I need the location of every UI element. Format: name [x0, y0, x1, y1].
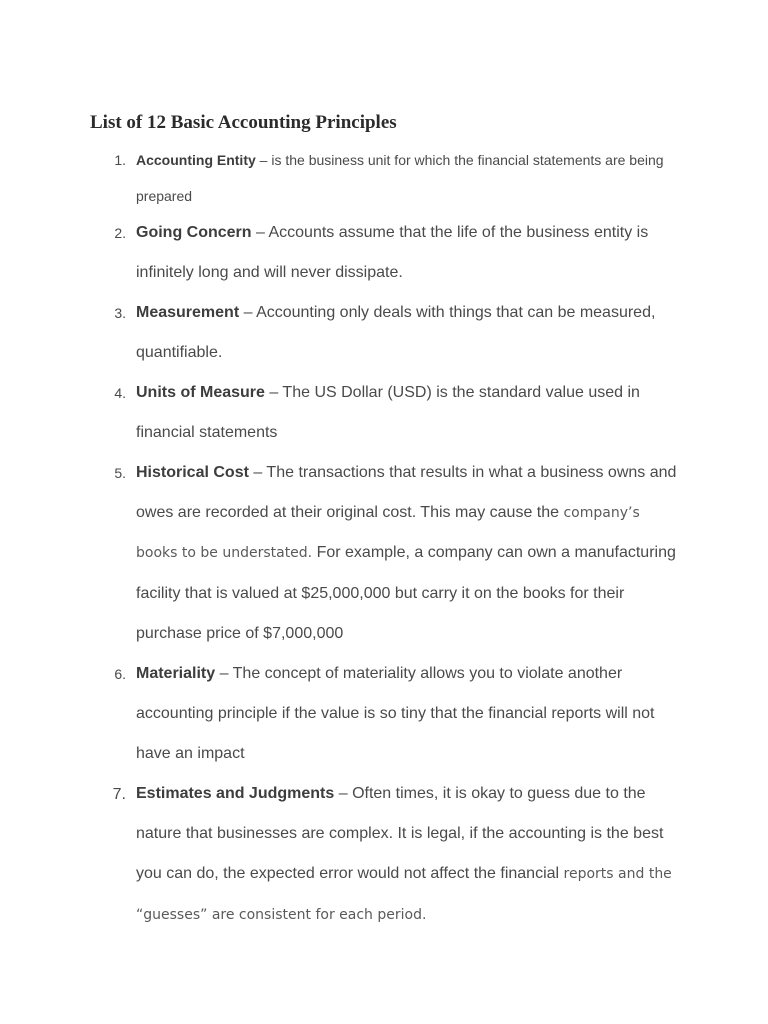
list-number: 1.: [114, 152, 126, 168]
list-number: 6.: [114, 666, 126, 682]
list-item-text: [136, 654, 681, 775]
principle-description: – Accounts assume that the life of the business entity is infinitely long and will never dissipate.: [136, 224, 649, 282]
principle-term: Going Concern: [136, 224, 252, 241]
principle-description: – The concept of materiality allows you to violate another accounting principle if the value is so tiny that the financial reports will not have an impact: [136, 665, 655, 763]
list-number: 5.: [114, 465, 126, 481]
list-number: 4.: [114, 385, 126, 401]
principle-term: Historical Cost: [136, 464, 249, 481]
principle-description: – The transactions that results in what a business owns and owes are recorded at their original cost. This may cause the: [136, 464, 677, 522]
list-item-text: [136, 142, 681, 214]
principle-description: – Often times, it is okay to guess due to the nature that businesses are complex. It is legal, if the accounting is the best you can do, the expected error would not affect the financial: [136, 785, 664, 883]
principle-term: Accounting Entity: [136, 152, 256, 168]
principle-term: Estimates and Judgments: [136, 785, 335, 802]
principle-description-continued: For example, a company can own a manufacturing facility that is valued at $25,000,000 but carry it on the books for their purchase price of $7,000,000: [136, 544, 676, 642]
page-title: List of 12 Basic Accounting Principles: [90, 112, 397, 133]
principle-description-alt: company’s books to be understated.: [136, 505, 640, 562]
list-item-text: [136, 213, 681, 293]
list-item-text: [136, 774, 681, 935]
principle-description: – The US Dollar (USD) is the standard value used in financial statements: [136, 384, 640, 442]
list-item-text: [136, 453, 681, 654]
principle-term: Materiality: [136, 665, 216, 682]
list-number: 7.: [112, 786, 126, 803]
principle-description: – Accounting only deals with things that can be measured, quantifiable.: [136, 304, 656, 362]
principle-term: Measurement: [136, 304, 240, 321]
list-number: 3.: [114, 305, 126, 321]
principle-description: – is the business unit for which the financial statements are being prepared: [136, 152, 664, 204]
list-item-text: [136, 293, 681, 373]
principle-description-alt: reports and the “guesses” are consistent for each period.: [136, 866, 672, 923]
list-item-text: [136, 373, 681, 453]
list-number: 2.: [114, 225, 126, 241]
principle-term: Units of Measure: [136, 384, 265, 401]
